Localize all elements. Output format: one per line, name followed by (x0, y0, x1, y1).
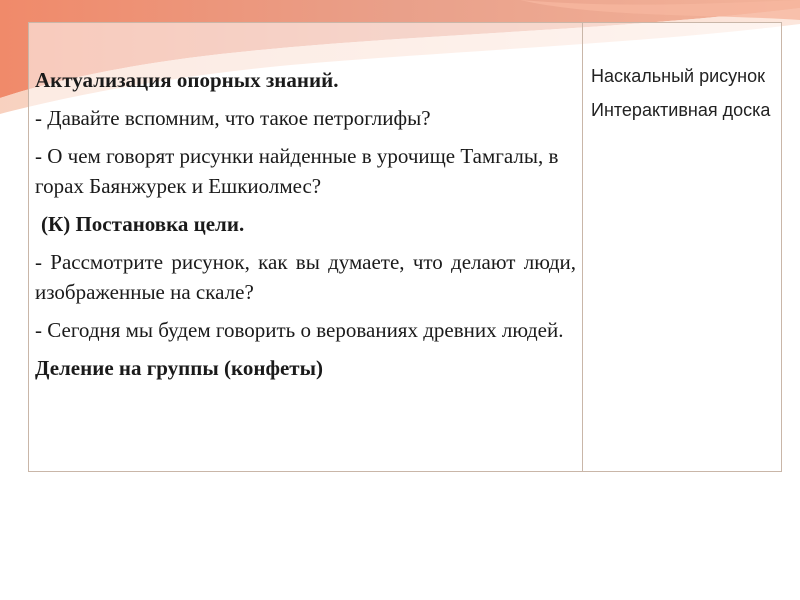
question-petroglyphs: - Давайте вспомним, что такое петроглифы? (35, 106, 431, 130)
resource-rock-drawing: Наскальный рисунок (591, 66, 765, 86)
goal-heading: (К) Постановка цели. (41, 212, 245, 236)
groups-heading: Деление на группы (конфеты) (35, 356, 324, 380)
question-drawings: - О чем говорят рисунки найденные в урочище Тамгалы, в горах Баянжурек и Ешкиолмес? (35, 144, 559, 198)
topic-statement: - Сегодня мы будем говорить о верованиях древних людей. (35, 318, 564, 342)
lesson-table (28, 22, 782, 472)
lesson-activities-cell (29, 23, 583, 471)
resources-cell (583, 23, 781, 471)
task-look-at-picture: - Рассмотрите рисунок, как вы думаете, что делают люди, изображенные на скале? (35, 250, 576, 304)
section-heading: Актуализация опорных знаний. (35, 68, 339, 92)
resource-interactive-board: Интерактивная доска (591, 100, 771, 120)
